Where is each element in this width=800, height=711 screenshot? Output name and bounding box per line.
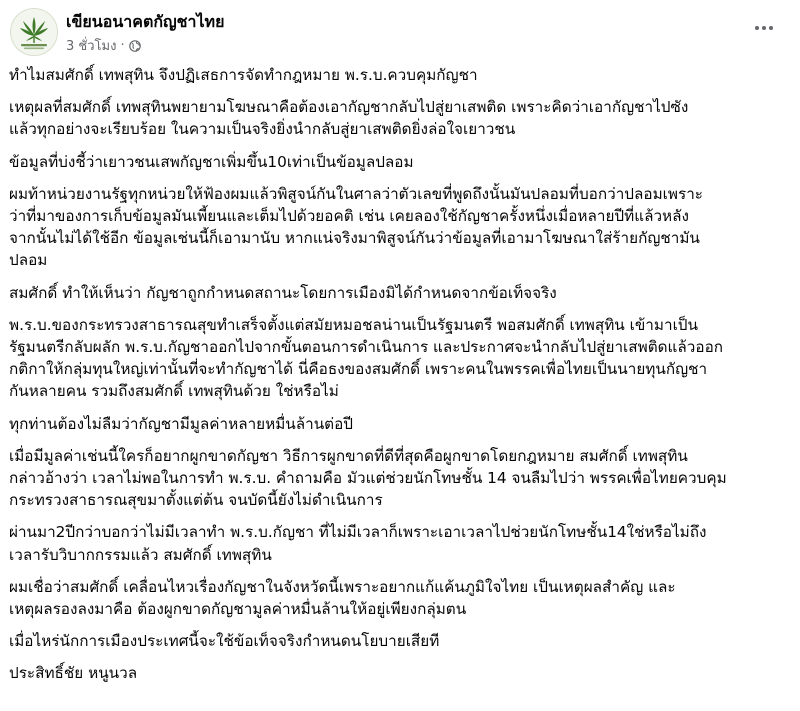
post-line: เมื่อมีมูลค่าเช่นนี้ใครก็อยากผูกขาดกัญชา วิธีการผูกขาดที่ดีที่สุดคือผูกขาดโดยกฎหมาย สมศักดิ์ เทพสุทิน	[9, 446, 688, 465]
post-line: พ.ร.บ.ของกระทรวงสาธารณสุขทำเสร็จตั้งแต่สมัยหมอชลน่านเป็นรัฐมนตรี พอสมศักดิ์ เทพสุทิน เข้ามาเป็น	[9, 315, 698, 334]
post-paragraph	[9, 521, 791, 565]
post-paragraph	[9, 64, 791, 86]
post-header	[8, 8, 792, 60]
meta-separator: ·	[120, 38, 125, 53]
post-line: เหตุผลรองลงมาคือ ต้องผูกขาดกัญชามูลค่าหมื่นล้านให้อยู่เพียงกลุ่มตน	[9, 600, 467, 619]
post-line: ทุกท่านต้องไม่ลืมว่ากัญชามีมูลค่าหลายหมื่นล้านต่อปี	[9, 414, 353, 433]
post-paragraph	[9, 151, 791, 173]
post-paragraph	[9, 96, 791, 140]
post-line: เหตุผลที่สมศักดิ์ เทพสุทินพยายามโฆษณาคือต้องเอากัญชากลับไปสู่ยาเสพติด เพราะคิดว่าเอากัญชาไปซัง	[9, 98, 689, 117]
post-paragraph	[9, 314, 791, 403]
post-line: ข้อมูลที่บ่งชี้ว่าเยาวชนเสพกัญชาเพิ่มขึ้น10เท่าเป็นข้อมูลปลอม	[9, 152, 414, 171]
post-line: กันหลายคน รวมถึงสมศักดิ์ เทพสุทินด้วย ใช่หรือไม่	[9, 382, 339, 401]
post-paragraph	[9, 576, 791, 620]
page-name-link[interactable]: เขียนอนาคตกัญชาไทย	[66, 12, 225, 31]
post-line: ทำไมสมศักดิ์ เทพสุทิน จึงปฏิเสธการจัดทำกฎหมาย พ.ร.บ.ควบคุมกัญชา	[9, 66, 478, 84]
post-line: ผมท้าหน่วยงานรัฐทุกหน่วยให้ฟ้องผมแล้วพิสูจน์กันในศาลว่าตัวเลขที่พูดถึงนั้นมันปลอมที่บอกว่าปลอมเพราะ	[9, 184, 703, 203]
post-line: สมศักดิ์ ทำให้เห็นว่า กัญชาถูกกำหนดสถานะโดยการเมืองมิได้กำหนดจากข้อเท็จจริง	[9, 283, 557, 302]
post-paragraph	[9, 282, 791, 304]
cannabis-leaf-logo-icon	[11, 9, 57, 55]
post-line: จากนั้นไม่ได้ใช้อีก ข้อมูลเช่นนี้ก็เอามานับ หากแน่จริงมาพิสูจน์กันว่าข้อมูลที่เอามาโฆษณาใส่ร้ายกัญชามัน	[9, 229, 700, 248]
post-line: ว่าที่มาของการเก็บข้อมูลมันเพี้ยนและเต็มไปด้วยอคติ เช่น เคยลองใช้กัญชาครั้งหนึ่งเมื่อหลายปีที่แล้วหลัง	[9, 207, 689, 226]
more-dot	[769, 26, 773, 30]
post-paragraph	[9, 630, 791, 652]
more-dot	[762, 26, 766, 30]
post-line: กติกาให้กลุ่มทุนใหญ่เท่านั้นที่จะทำกัญชาได้ นี่คือธงของสมศักดิ์ เพราะคนในพรรคเพื่อไทยเป็นนายทุนกัญชา	[9, 360, 708, 379]
post-line: เมื่อไหร่นักการเมืองประเทศนี้จะใช้ข้อเท็จจริงกำหนดนโยบายเสียที	[9, 632, 440, 651]
post-line: กล่าวอ้างว่า เวลาไม่พอในการทำ พ.ร.บ. คำถามคือ มัวแต่ช่วยนักโทษชั้น 14 จนลืมไปว่า พรรคเพื่อไทยควบคุม	[9, 469, 727, 488]
post-line: ประสิทธิ์ชัย หนูนวล	[9, 664, 138, 683]
post-line: เวลารับวิบากกรรมแล้ว สมศักดิ์ เทพสุทิน	[9, 545, 272, 564]
post-paragraph	[9, 445, 791, 512]
post-paragraph	[9, 183, 791, 272]
post-timestamp-link[interactable]: 3 ชั่วโมง	[66, 39, 117, 54]
post-text	[9, 64, 791, 695]
page-avatar[interactable]	[10, 8, 58, 56]
post-paragraph	[9, 413, 791, 435]
post-line: กระทรวงสาธารณสุขมาตั้งแต่ต้น จนบัดนี้ยังไม่ดำเนินการ	[9, 491, 383, 510]
post-line: ผมเชื่อว่าสมศักดิ์ เคลื่อนไหวเรื่องกัญชาในจังหวัดนี้เพราะอยากแก้แค้นภูมิใจไทย เป็นเหตุผลสำคัญ และ	[9, 577, 676, 596]
post-meta	[66, 35, 141, 56]
post-line: ผ่านมา2ปีกว่าบอกว่าไม่มีเวลาทำ พ.ร.บ.กัญชา ที่ไม่มีเวลาก็เพราะเอาเวลาไปช่วยนักโทษชั้น14ใช่หรือไม่ถึง	[9, 523, 707, 542]
post-line: รัฐมนตรีกลับผลัก พ.ร.บ.กัญชาออกไปจากขั้นตอนการดำเนินการ และประกาศจะนำกลับไปสู่ยาเสพติดแล้วออก	[9, 338, 724, 357]
globe-icon[interactable]	[129, 40, 141, 52]
more-horizontal-icon	[755, 26, 759, 30]
more-options-button[interactable]	[750, 18, 778, 38]
post-line: ปลอม	[9, 251, 48, 270]
post-line: แล้วทุกอย่างจะเรียบร้อย ในความเป็นจริงยิ่งนำกลับสู่ยาเสพติดยิ่งล่อใจเยาวชน	[9, 120, 516, 139]
post-signature	[9, 662, 791, 684]
